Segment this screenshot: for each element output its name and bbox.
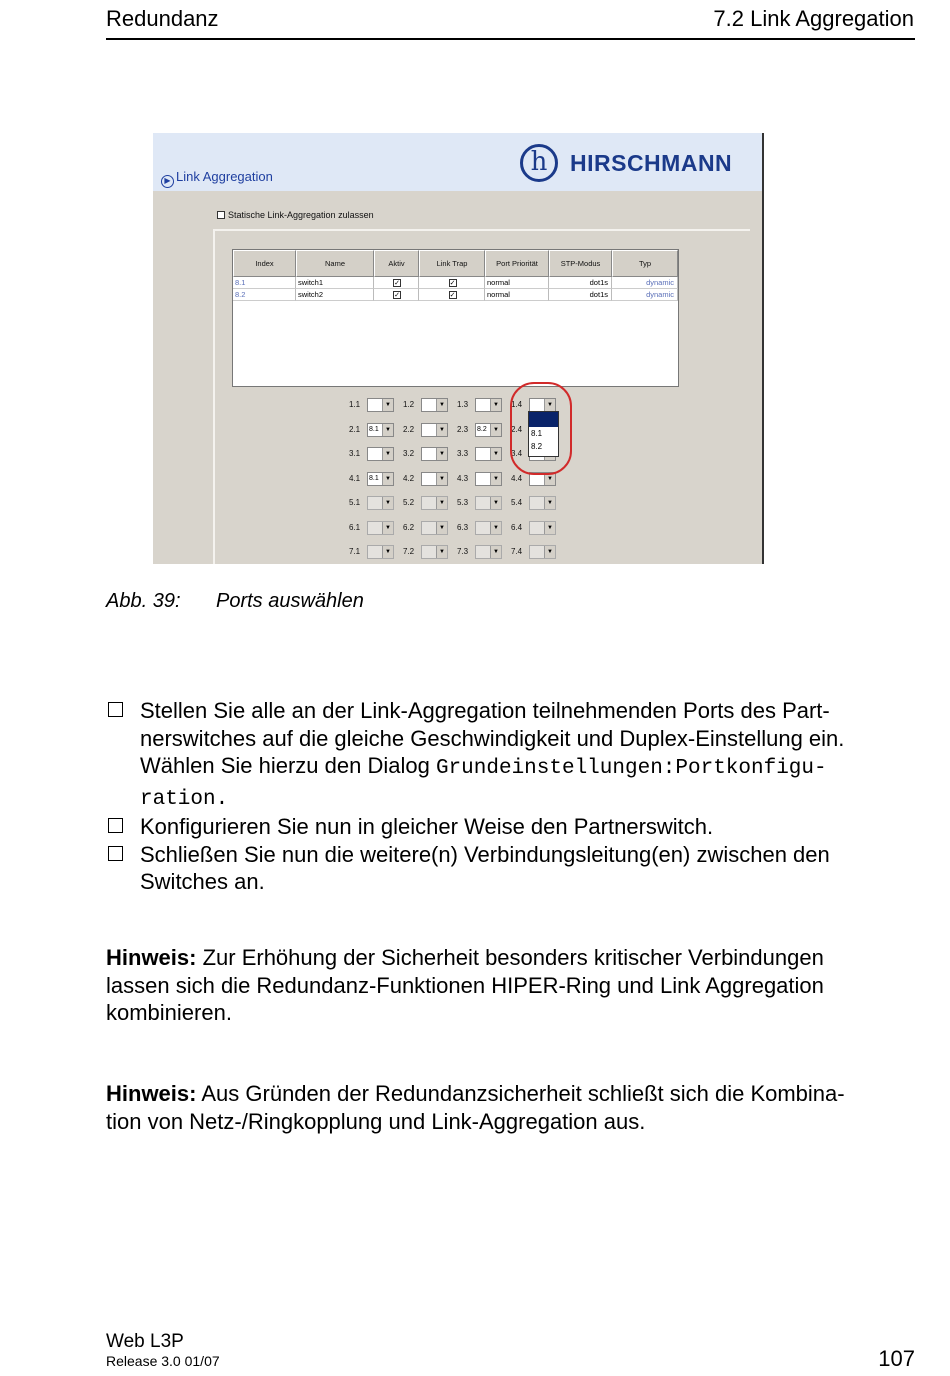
chevron-down-icon[interactable]: ▼	[436, 473, 447, 485]
chevron-down-icon[interactable]: ▼	[544, 399, 555, 411]
step-line: Schließen Sie nun die weitere(n) Verbindungsleitung(en) zwischen den	[140, 841, 830, 867]
column-header[interactable]: Port Priorität	[485, 250, 549, 277]
chevron-down-icon[interactable]: ▼	[490, 448, 501, 460]
port-dropdown-value: 8.1	[369, 474, 379, 482]
checkbox-label: Statische Link-Aggregation zulassen	[228, 210, 374, 220]
chevron-down-icon[interactable]: ▼	[382, 546, 393, 558]
port-label: 5.1	[349, 498, 361, 507]
port-select[interactable]	[349, 423, 394, 437]
cell-aktiv[interactable]	[374, 289, 419, 301]
port-dropdown[interactable]	[529, 496, 556, 510]
checkbox-bullet-icon	[108, 818, 123, 833]
chevron-down-icon[interactable]: ▼	[544, 473, 555, 485]
step-line	[140, 783, 926, 814]
chevron-down-icon[interactable]: ▼	[490, 522, 501, 534]
chevron-down-icon[interactable]: ▼	[382, 473, 393, 485]
note-line: kombinieren.	[106, 1000, 232, 1025]
cell-link-trap[interactable]	[419, 289, 485, 301]
port-label: 2.4	[511, 424, 523, 434]
cell-name[interactable]: switch2	[296, 289, 374, 301]
dialog-path: Grundeinstellungen:Portkonfigu-	[435, 757, 827, 780]
port-select[interactable]	[349, 398, 394, 412]
step-text: Wählen Sie hierzu den Dialog	[140, 753, 436, 778]
port-label: 1.2	[403, 400, 415, 409]
nav-link-aggregation[interactable]	[161, 169, 273, 188]
checkbox-bullet-icon	[108, 702, 123, 717]
figure-screenshot	[153, 133, 764, 564]
dropdown-option[interactable]: 8.2	[531, 442, 543, 451]
port-label: 3.1	[349, 449, 361, 458]
port-dropdown[interactable]	[367, 447, 394, 461]
port-label: 7.2	[403, 547, 415, 556]
port-select[interactable]	[511, 545, 556, 559]
port-dropdown-value: 8.1	[369, 425, 379, 433]
step-line: Stellen Sie alle an der Link-Aggregation teilnehmenden Ports des Part-	[140, 698, 830, 723]
checkbox-checked-icon[interactable]: ✓	[449, 292, 456, 299]
port-select[interactable]	[403, 545, 448, 559]
port-dropdown[interactable]	[367, 472, 394, 486]
port-dropdown[interactable]	[367, 496, 394, 510]
figure-caption: Ports auswählen	[216, 590, 364, 612]
port-select[interactable]	[349, 545, 394, 559]
port-label: 2.1	[349, 424, 361, 434]
note-line	[106, 1080, 921, 1108]
port-dropdown[interactable]	[421, 398, 448, 412]
port-select[interactable]	[457, 521, 502, 535]
port-label: 6.2	[403, 522, 415, 532]
port-dropdown[interactable]	[475, 423, 502, 437]
chevron-down-icon[interactable]: ▼	[436, 399, 447, 411]
port-select[interactable]	[349, 521, 394, 535]
port-label: 7.4	[511, 547, 523, 556]
column-header[interactable]: Aktiv	[374, 250, 419, 277]
port-label: 5.2	[403, 498, 415, 507]
cell-link-trap[interactable]	[419, 277, 485, 289]
port-label: 5.4	[511, 498, 523, 507]
port-dropdown[interactable]	[475, 472, 502, 486]
port-dropdown[interactable]	[421, 423, 448, 437]
column-header[interactable]: Name	[296, 250, 374, 277]
note-line: tion von Netz-/Ringkopplung und Link-Aggregation aus.	[106, 1108, 646, 1134]
checkbox-icon	[217, 211, 225, 219]
port-label: 6.3	[457, 522, 469, 532]
chevron-down-icon[interactable]: ▼	[544, 522, 555, 534]
list-item	[106, 697, 926, 813]
brand-name: HIRSCHMANN	[570, 150, 733, 176]
chevron-down-icon[interactable]: ▼	[490, 546, 501, 558]
port-label: 1.3	[457, 400, 469, 409]
port-label: 5.3	[457, 498, 469, 507]
arrow-right-icon: ▶	[161, 175, 174, 188]
port-label: 4.3	[457, 473, 469, 483]
chevron-down-icon[interactable]: ▼	[436, 546, 447, 558]
chevron-down-icon[interactable]: ▼	[382, 399, 393, 411]
chevron-down-icon[interactable]: ▼	[436, 497, 447, 509]
column-header[interactable]: Typ	[612, 250, 678, 277]
footer-release: Release 3.0 01/07	[106, 1353, 220, 1369]
port-dropdown[interactable]	[421, 472, 448, 486]
running-header-chapter: Redundanz	[106, 6, 219, 31]
note-label: Hinweis:	[106, 945, 197, 970]
link-aggregation-table	[232, 249, 679, 387]
chevron-down-icon[interactable]: ▼	[490, 473, 501, 485]
cell-type: dynamic	[612, 277, 678, 289]
port-dropdown[interactable]	[421, 545, 448, 559]
port-select[interactable]	[403, 496, 448, 510]
port-select[interactable]	[457, 398, 502, 412]
port-label: 2.2	[403, 424, 415, 434]
port-label: 4.2	[403, 473, 415, 483]
chevron-down-icon[interactable]: ▼	[490, 399, 501, 411]
note-text: Aus Gründen der Redundanzsicherheit schließt sich die Kombina-	[196, 1081, 845, 1106]
port-dropdown[interactable]	[421, 496, 448, 510]
port-dropdown[interactable]	[421, 521, 448, 535]
port-select[interactable]	[457, 472, 502, 486]
port-dropdown[interactable]	[529, 521, 556, 535]
static-link-aggregation-checkbox[interactable]	[217, 210, 374, 220]
port-select[interactable]	[511, 496, 556, 510]
nav-title: Link Aggregation	[176, 169, 273, 184]
note-line: lassen sich die Redundanz-Funktionen HIPER-Ring und Link Aggregation	[106, 972, 824, 998]
column-header[interactable]: STP-Modus	[549, 250, 612, 277]
port-dropdown[interactable]	[367, 423, 394, 437]
chevron-down-icon[interactable]: ▼	[490, 424, 501, 436]
hirschmann-logo-icon: h	[520, 144, 558, 182]
step-line: nerswitches auf die gleiche Geschwindigkeit und Duplex-Einstellung ein.	[140, 725, 845, 751]
note-block	[106, 1080, 921, 1135]
cell-type: dynamic	[612, 289, 678, 301]
red-highlight-ellipse	[510, 382, 572, 475]
port-select[interactable]	[457, 423, 502, 437]
port-select[interactable]	[403, 423, 448, 437]
dialog-path-cont: ration	[140, 787, 216, 811]
port-label: 7.3	[457, 547, 469, 556]
port-select[interactable]	[349, 496, 394, 510]
port-label: 1.4	[511, 400, 523, 409]
instruction-list	[106, 697, 926, 896]
chevron-down-icon[interactable]: ▼	[490, 497, 501, 509]
chevron-down-icon[interactable]: ▼	[436, 448, 447, 460]
note-label: Hinweis:	[106, 1081, 197, 1106]
port-dropdown-value: 8.2	[477, 425, 487, 433]
chevron-down-icon[interactable]: ▼	[382, 497, 393, 509]
checkbox-checked-icon[interactable]: ✓	[394, 280, 400, 287]
port-select[interactable]	[403, 447, 448, 461]
cell-stp-mode[interactable]: dot1s	[549, 289, 612, 301]
port-label: 3.4	[511, 449, 523, 458]
note-line	[106, 944, 921, 972]
list-item	[106, 813, 926, 841]
dropdown-option[interactable]: 8.1	[531, 429, 543, 438]
note-text: Zur Erhöhung der Sicherheit besonders kritischer Verbindungen	[196, 945, 824, 970]
port-dropdown[interactable]	[475, 447, 502, 461]
port-label: 6.1	[349, 522, 361, 532]
port-select[interactable]	[403, 398, 448, 412]
checkbox-checked-icon[interactable]: ✓	[394, 292, 400, 299]
port-select[interactable]	[457, 447, 502, 461]
list-item	[106, 841, 926, 896]
chevron-down-icon[interactable]: ▼	[544, 546, 555, 558]
port-label: 4.1	[349, 473, 361, 483]
port-dropdown[interactable]	[475, 545, 502, 559]
port-dropdown[interactable]	[421, 447, 448, 461]
port-select[interactable]	[457, 496, 502, 510]
checkbox-bullet-icon	[108, 846, 123, 861]
step-line: Switches an.	[140, 869, 265, 894]
port-label: 7.1	[349, 547, 361, 556]
cell-index: 8.1	[233, 277, 296, 289]
port-label: 4.4	[511, 473, 523, 483]
port-select[interactable]	[349, 447, 394, 461]
port-dropdown[interactable]	[367, 398, 394, 412]
cell-name[interactable]: switch1	[296, 277, 374, 289]
running-header-section: 7.2 Link Aggregation	[713, 6, 914, 31]
port-label: 3.3	[457, 449, 469, 458]
step-line: Konfigurieren Sie nun in gleicher Weise den Partnerswitch.	[140, 814, 714, 839]
cell-stp-mode[interactable]: dot1s	[549, 277, 612, 289]
port-select[interactable]	[403, 521, 448, 535]
column-header[interactable]: Link Trap	[419, 250, 485, 277]
port-label: 1.1	[349, 400, 361, 409]
port-dropdown[interactable]	[529, 545, 556, 559]
table-row[interactable]	[233, 289, 678, 301]
chevron-down-icon[interactable]: ▼	[544, 497, 555, 509]
port-dropdown[interactable]	[475, 496, 502, 510]
note-block	[106, 944, 921, 1027]
table-header	[233, 250, 678, 277]
cell-aktiv[interactable]	[374, 277, 419, 289]
port-dropdown[interactable]	[367, 545, 394, 559]
step-line	[140, 752, 926, 783]
column-header[interactable]: Index	[233, 250, 296, 277]
table-row[interactable]	[233, 277, 678, 289]
port-select[interactable]	[511, 521, 556, 535]
chevron-down-icon[interactable]: ▼	[382, 448, 393, 460]
port-dropdown[interactable]	[475, 398, 502, 412]
chevron-down-icon[interactable]: ▼	[436, 522, 447, 534]
chevron-down-icon[interactable]: ▼	[382, 522, 393, 534]
port-label: 2.3	[457, 424, 469, 434]
port-select[interactable]	[349, 472, 394, 486]
cell-priority[interactable]: normal	[485, 289, 549, 301]
checkbox-checked-icon[interactable]: ✓	[449, 280, 456, 287]
port-label: 6.4	[511, 522, 523, 532]
port-label: 3.2	[403, 449, 415, 458]
port-dropdown[interactable]	[475, 521, 502, 535]
footer-product: Web L3P	[106, 1331, 184, 1352]
port-dropdown[interactable]	[367, 521, 394, 535]
chevron-down-icon[interactable]: ▼	[436, 424, 447, 436]
header-rule	[106, 38, 915, 40]
cell-index: 8.2	[233, 289, 296, 301]
port-select[interactable]	[457, 545, 502, 559]
figure-number: Abb. 39:	[106, 590, 181, 612]
chevron-down-icon[interactable]: ▼	[382, 424, 393, 436]
cell-priority[interactable]: normal	[485, 277, 549, 289]
step-end: .	[215, 787, 229, 811]
port-select[interactable]	[403, 472, 448, 486]
page-number: 107	[878, 1346, 915, 1371]
